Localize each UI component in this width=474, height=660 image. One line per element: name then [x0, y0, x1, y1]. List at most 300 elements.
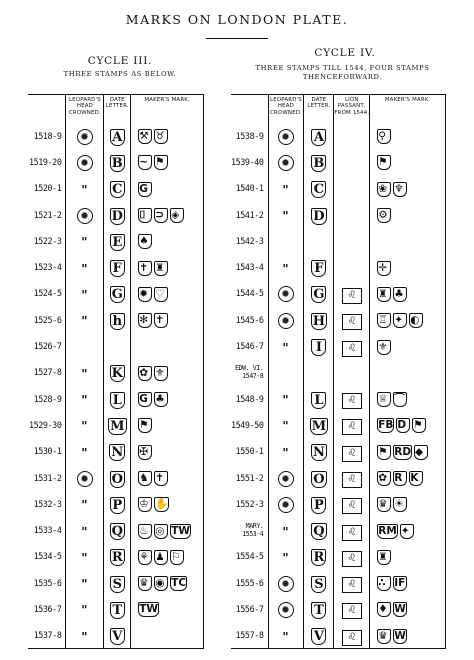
date-letter-cell [304, 517, 334, 543]
page-title: MARKS ON LONDON PLATE. [125, 12, 349, 27]
date-letter-mark: P [311, 497, 326, 514]
table-row [231, 307, 446, 333]
maker-mark-cell [370, 175, 446, 201]
maker-mark-cell [370, 149, 446, 175]
leopard-cell [268, 123, 304, 149]
maker-mark: ∼ [138, 155, 152, 170]
year-cell: 1533-4 [28, 517, 66, 543]
year-cell: 1541-2 [231, 201, 268, 227]
table-row [28, 307, 204, 333]
date-letter-cell [104, 570, 131, 596]
maker-mark: ⚑ [377, 445, 391, 460]
date-letter-cell [304, 307, 334, 333]
maker-mark: ✋ [155, 498, 169, 511]
year-cell: 1522-3 [28, 228, 66, 254]
maker-mark-cell [131, 201, 204, 227]
date-letter-cell [104, 254, 131, 280]
cycle3-header-row [28, 95, 204, 123]
year-cell: 1556-7 [231, 596, 268, 622]
col-header-date: DATE LETTER. [104, 95, 131, 123]
leopard-head-mark [77, 155, 93, 171]
maker-mark-cell [131, 412, 204, 438]
maker-mark: ♛ [138, 576, 152, 591]
table-row [28, 280, 204, 306]
maker-mark: ◉ [154, 576, 168, 591]
maker-mark: ◆ [414, 445, 428, 460]
date-letter-mark: G [111, 287, 123, 303]
date-letter-mark: T [311, 602, 326, 619]
col-header-lion: LION PASSANT, FROM 1544. [334, 95, 370, 123]
year-cell: 1540-1 [231, 175, 268, 201]
date-letter-mark: B [313, 155, 325, 171]
maker-mark: ⚑ [154, 155, 168, 170]
year-cell: 1555-6 [231, 570, 268, 596]
year-cell: 1543-4 [231, 254, 268, 280]
leopard-cell [268, 464, 304, 490]
year-cell: 1554-5 [231, 543, 268, 569]
table-row [28, 123, 204, 149]
cycle4-table [231, 94, 446, 649]
maker-mark: ⊃ [154, 208, 168, 223]
maker-mark: G [138, 392, 152, 407]
date-letter-cell [104, 280, 131, 306]
date-letter-cell [304, 385, 334, 411]
table-row [28, 517, 204, 543]
col-header-maker: MAKER'S MARK. [370, 95, 446, 123]
maker-mark: W [394, 603, 406, 616]
date-letter-mark: A [110, 129, 125, 146]
col-header-leopard: LEOPARD'S HEAD CROWNED. [268, 95, 304, 123]
maker-mark: ✝ [154, 471, 168, 486]
col-header-leopard: LEOPARD'S HEAD CROWNED. [66, 95, 104, 123]
maker-mark-cell [131, 307, 204, 333]
date-letter-cell [304, 596, 334, 622]
date-letter-mark: E [110, 234, 125, 251]
maker-mark: K [409, 471, 423, 486]
year-cell: 1544-5 [231, 280, 268, 306]
ditto-mark: " [282, 340, 290, 355]
maker-mark-cell [131, 543, 204, 569]
date-letter-cell [104, 385, 131, 411]
year-cell: 1525-6 [28, 307, 66, 333]
table-row [231, 149, 446, 175]
ditto-mark: " [81, 498, 89, 513]
leopard-cell [66, 359, 104, 385]
table-row [231, 333, 446, 359]
ditto-mark: " [81, 603, 89, 618]
maker-mark-cell [131, 464, 204, 490]
table-row [28, 491, 204, 517]
maker-mark: ⚑ [377, 155, 391, 170]
leopard-cell [66, 464, 104, 490]
date-letter-mark: N [312, 445, 325, 461]
maker-mark-cell [131, 175, 204, 201]
lion-cell [334, 201, 370, 227]
leopard-cell [66, 438, 104, 464]
maker-mark: G [138, 182, 152, 197]
date-letter-cell [304, 570, 334, 596]
maker-mark: ♠ [138, 234, 152, 249]
maker-mark: ✹ [138, 287, 152, 302]
leopard-cell [268, 280, 304, 306]
lion-cell [334, 175, 370, 201]
leopard-head-mark [278, 129, 294, 145]
table-row [231, 175, 446, 201]
lion-cell [334, 543, 370, 569]
maker-mark: ✦ [393, 313, 407, 328]
date-letter-cell [304, 333, 334, 359]
maker-mark: ⚑ [412, 418, 426, 433]
lion-passant-mark: ♌ [342, 341, 362, 357]
year-cell: 1532-3 [28, 491, 66, 517]
leopard-cell [268, 359, 304, 385]
table-row [28, 438, 204, 464]
table-row [231, 385, 446, 411]
table-row [231, 570, 446, 596]
leopard-cell [66, 149, 104, 175]
date-letter-mark: N [111, 445, 124, 461]
leopard-cell [66, 280, 104, 306]
date-letter-cell [104, 359, 131, 385]
table-row [231, 359, 446, 385]
date-letter-mark: D [111, 208, 123, 224]
table-row [28, 175, 204, 201]
lion-cell [334, 385, 370, 411]
date-letter-cell [104, 543, 131, 569]
date-letter-cell [304, 228, 334, 254]
table-row [231, 412, 446, 438]
maker-mark: ♆ [393, 182, 407, 197]
maker-mark: ♜ [154, 261, 168, 276]
maker-mark-cell [131, 385, 204, 411]
maker-mark: ◐ [409, 313, 423, 328]
year-cell: 1548-9 [231, 385, 268, 411]
table-row [231, 201, 446, 227]
date-letter-mark: T [110, 602, 125, 619]
lion-cell [334, 149, 370, 175]
lion-cell [334, 228, 370, 254]
maker-mark: ♕ [377, 392, 391, 407]
date-letter-cell [304, 359, 334, 385]
cycle3-subtitle: THREE STAMPS AS BELOW. [63, 70, 177, 78]
leopard-head-mark [278, 155, 294, 171]
date-letter-mark: R [110, 549, 125, 566]
maker-mark: FB [378, 419, 394, 432]
leopard-cell [66, 254, 104, 280]
leopard-head-mark [278, 576, 294, 592]
date-letter-mark: L [110, 392, 125, 409]
lion-passant-mark: ♌ [342, 314, 362, 330]
maker-mark: ♉ [154, 129, 168, 144]
leopard-cell [268, 228, 304, 254]
ditto-mark: " [282, 261, 290, 276]
table-row [28, 385, 204, 411]
leopard-head-mark [278, 313, 294, 329]
date-letter-cell [304, 438, 334, 464]
maker-mark-cell [370, 622, 446, 648]
date-letter-mark: S [110, 576, 125, 593]
lion-cell [334, 622, 370, 648]
date-letter-cell [304, 280, 334, 306]
lion-passant-mark: ♌ [342, 472, 362, 488]
leopard-cell [66, 175, 104, 201]
maker-mark-cell [370, 543, 446, 569]
maker-mark-cell [131, 491, 204, 517]
lion-passant-mark: ♌ [342, 393, 362, 409]
maker-mark: ⚙ [377, 208, 391, 223]
col-header-date: DATE LETTER. [304, 95, 334, 123]
date-letter-mark: A [311, 129, 326, 146]
table-row [231, 491, 446, 517]
leopard-cell [268, 149, 304, 175]
maker-mark: ✿ [377, 471, 391, 486]
table-row [28, 254, 204, 280]
date-letter-mark: M [311, 418, 327, 434]
maker-mark-cell [131, 517, 204, 543]
maker-mark: ♣ [154, 392, 168, 407]
maker-mark: TW [139, 603, 159, 616]
lion-passant-mark: ♌ [342, 603, 362, 619]
date-letter-cell [104, 149, 131, 175]
date-letter-mark: P [110, 497, 125, 514]
date-letter-mark: O [313, 471, 325, 487]
ditto-mark: " [81, 235, 89, 250]
table-row [231, 464, 446, 490]
lion-passant-mark: ♌ [342, 288, 362, 304]
table-row [231, 596, 446, 622]
maker-mark: ⚑ [138, 418, 152, 433]
date-letter-mark: h [110, 313, 125, 330]
date-letter-cell [304, 254, 334, 280]
ditto-mark: " [282, 182, 290, 197]
year-cell: 1546-7 [231, 333, 268, 359]
date-letter-mark: F [311, 260, 326, 277]
maker-mark-cell [370, 254, 446, 280]
year-cell: 1538-9 [231, 123, 268, 149]
table-row [28, 596, 204, 622]
lion-cell [334, 412, 370, 438]
maker-mark: RD [394, 445, 412, 458]
year-cell: 1537-8 [28, 622, 66, 648]
ditto-mark: " [282, 550, 290, 565]
maker-mark: ◈ [170, 208, 184, 223]
maker-mark-cell [131, 333, 204, 359]
maker-mark-cell [370, 123, 446, 149]
table-row [231, 438, 446, 464]
leopard-cell [268, 385, 304, 411]
year-cell: EDW. VI. 1547-8 [231, 359, 268, 385]
ditto-mark: " [81, 445, 89, 460]
lion-passant-mark: ♌ [342, 630, 362, 646]
maker-mark-cell [370, 412, 446, 438]
title-rule [206, 38, 268, 39]
leopard-cell [66, 307, 104, 333]
ditto-mark: " [81, 261, 89, 276]
ditto-mark: " [282, 524, 290, 539]
maker-mark: IF [394, 577, 406, 590]
year-cell: 1534-5 [28, 543, 66, 569]
date-letter-mark: D [313, 208, 325, 224]
maker-mark: ✿ [138, 366, 152, 381]
leopard-cell [268, 201, 304, 227]
date-letter-cell [104, 464, 131, 490]
maker-mark: ❀ [377, 182, 391, 197]
maker-mark-cell [370, 438, 446, 464]
maker-mark-cell [131, 596, 204, 622]
year-cell: 1521-2 [28, 201, 66, 227]
lion-cell [334, 517, 370, 543]
leopard-cell [268, 622, 304, 648]
maker-mark: ♡ [154, 287, 168, 302]
maker-mark-cell [131, 359, 204, 385]
date-letter-cell [104, 517, 131, 543]
date-letter-cell [104, 438, 131, 464]
maker-mark: ⚘ [138, 550, 152, 565]
leopard-cell [66, 517, 104, 543]
date-letter-cell [104, 307, 131, 333]
year-cell: 1527-8 [28, 359, 66, 385]
cycle3-table [28, 94, 204, 649]
maker-mark: ✛ [377, 261, 391, 276]
ditto-mark: " [81, 629, 89, 644]
leopard-head-mark [77, 208, 93, 224]
date-letter-cell [104, 412, 131, 438]
maker-mark: ✦ [400, 524, 414, 539]
leopard-cell [268, 412, 304, 438]
year-cell: MARY. 1553-4 [231, 517, 268, 543]
leopard-head-mark [77, 129, 93, 145]
date-letter-mark: C [311, 181, 326, 198]
maker-mark: ◎ [154, 524, 168, 539]
leopard-head-mark [278, 286, 294, 302]
leopard-cell [66, 412, 104, 438]
maker-mark: ♦ [377, 602, 391, 617]
leopard-head-mark [278, 497, 294, 513]
leopard-cell [66, 333, 104, 359]
cycle3-title: CYCLE III. [87, 55, 153, 67]
maker-mark: RM [378, 524, 397, 537]
date-letter-mark: F [110, 260, 125, 277]
maker-mark-cell [131, 254, 204, 280]
leopard-cell [268, 596, 304, 622]
cycle4-title: CYCLE IV. [314, 47, 376, 59]
maker-mark: ∴ [377, 576, 391, 591]
date-letter-cell [104, 622, 131, 648]
maker-mark-cell [370, 307, 446, 333]
ditto-mark: " [282, 445, 290, 460]
table-row [28, 543, 204, 569]
table-row [28, 149, 204, 175]
date-letter-mark: L [311, 392, 326, 409]
date-letter-mark: S [311, 576, 326, 593]
maker-mark: ⚒ [138, 129, 152, 144]
maker-mark: ♛ [377, 497, 391, 512]
ditto-mark: " [282, 419, 290, 434]
maker-mark: R [393, 471, 407, 486]
cycle4-header-row [231, 95, 446, 123]
maker-mark-cell [370, 201, 446, 227]
table-row [231, 254, 446, 280]
year-cell: 1526-7 [28, 333, 66, 359]
maker-mark: ♛ [377, 629, 391, 644]
table-row [28, 228, 204, 254]
year-cell: 1518-9 [28, 123, 66, 149]
year-cell: 1549-50 [231, 412, 268, 438]
leopard-cell [66, 201, 104, 227]
table-row [28, 622, 204, 648]
date-letter-cell [304, 412, 334, 438]
ditto-mark: " [81, 366, 89, 381]
lion-cell [334, 464, 370, 490]
date-letter-mark: V [311, 628, 326, 645]
lion-cell [334, 596, 370, 622]
maker-mark: ♨ [138, 524, 152, 539]
ditto-mark: " [282, 629, 290, 644]
table-row [28, 412, 204, 438]
year-cell: 1520-1 [28, 175, 66, 201]
date-letter-mark: C [110, 181, 125, 198]
lion-passant-mark: ♌ [342, 419, 362, 435]
col-header-maker: MAKER'S MARK. [131, 95, 204, 123]
year-cell: 1535-6 [28, 570, 66, 596]
year-cell: 1523-4 [28, 254, 66, 280]
leopard-cell [268, 491, 304, 517]
lion-cell [334, 570, 370, 596]
maker-mark: ✝ [138, 261, 152, 276]
maker-mark: ✠ [138, 445, 152, 460]
maker-mark-cell [370, 491, 446, 517]
leopard-head-mark [278, 471, 294, 487]
maker-mark: ♣ [393, 287, 407, 302]
year-cell: 1530-1 [28, 438, 66, 464]
year-cell: 1552-3 [231, 491, 268, 517]
date-letter-cell [304, 175, 334, 201]
maker-mark-cell [370, 359, 446, 385]
date-letter-mark: B [111, 155, 123, 171]
maker-mark-cell [370, 333, 446, 359]
lion-cell [334, 123, 370, 149]
lion-passant-mark: ♌ [342, 498, 362, 514]
leopard-cell [66, 570, 104, 596]
maker-mark: ☀ [393, 497, 407, 512]
maker-mark: ♞ [138, 471, 152, 486]
lion-passant-mark: ♌ [342, 577, 362, 593]
maker-mark: TW [171, 524, 191, 537]
maker-mark: ♜ [377, 550, 391, 565]
year-cell: 1550-1 [231, 438, 268, 464]
leopard-cell [66, 228, 104, 254]
table-row [231, 280, 446, 306]
lion-cell [334, 333, 370, 359]
maker-mark: ♜ [377, 287, 391, 302]
date-letter-cell [104, 596, 131, 622]
year-cell: 1519-20 [28, 149, 66, 175]
leopard-head-mark [77, 471, 93, 487]
date-letter-cell [104, 123, 131, 149]
maker-mark: ⌷ [138, 208, 152, 223]
leopard-cell [66, 385, 104, 411]
date-letter-cell [304, 464, 334, 490]
lion-passant-mark: ♌ [342, 446, 362, 462]
cycle4-subtitle-1: THREE STAMPS TILL 1544, FOUR STAMPS [255, 64, 430, 72]
date-letter-cell [304, 491, 334, 517]
date-letter-cell [304, 201, 334, 227]
table-row [231, 543, 446, 569]
date-letter-cell [304, 622, 334, 648]
maker-mark-cell [370, 385, 446, 411]
ditto-mark: " [81, 314, 89, 329]
year-cell: 1539-40 [231, 149, 268, 175]
